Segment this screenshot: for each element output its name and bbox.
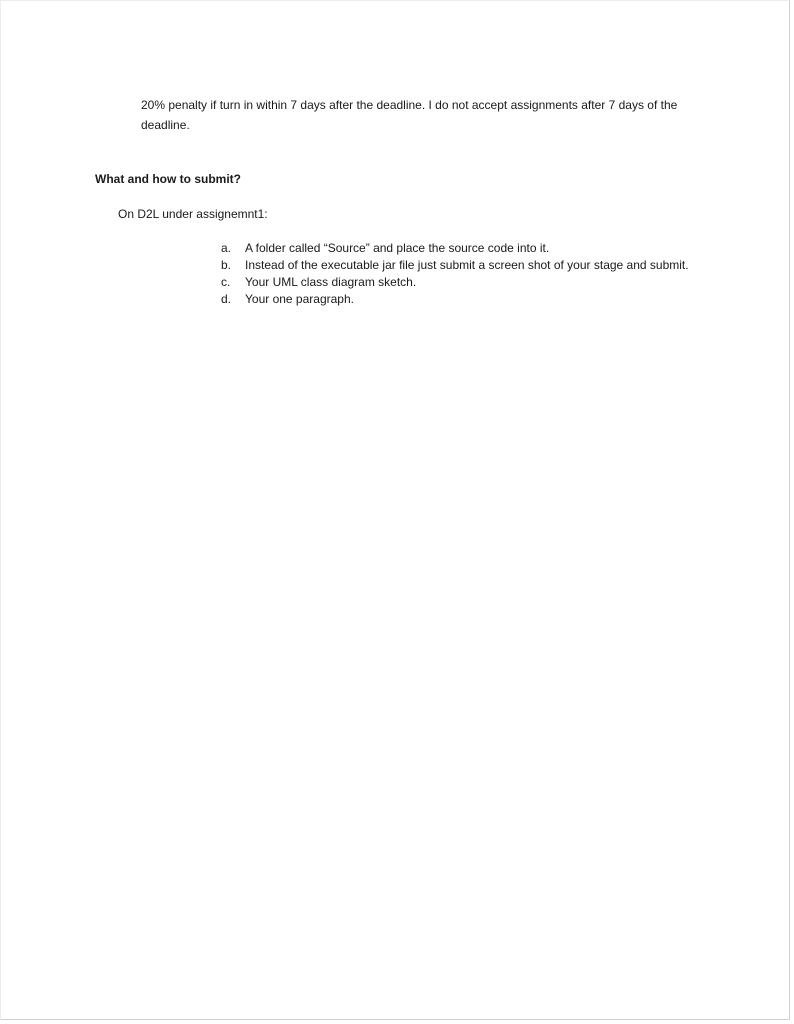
submission-list xyxy=(221,240,701,308)
list-marker: b. xyxy=(221,258,232,272)
list-marker: a. xyxy=(221,241,232,255)
submission-heading: What and how to submit? xyxy=(95,172,241,186)
late-penalty-paragraph: 20% penalty if turn in within 7 days after the deadline. I do not accept assignments after 7 days of the deadline. xyxy=(141,98,678,132)
list-marker: c. xyxy=(221,275,231,289)
list-item xyxy=(221,257,701,274)
list-item xyxy=(221,274,701,291)
list-marker: d. xyxy=(221,292,232,306)
list-item-text: Instead of the executable jar file just submit a screen shot of your stage and submit. xyxy=(245,258,689,272)
list-item xyxy=(221,291,701,308)
list-item-text: A folder called “Source” and place the source code into it. xyxy=(245,241,550,255)
list-item-text: Your UML class diagram sketch. xyxy=(245,275,417,289)
list-item-text: Your one paragraph. xyxy=(245,292,354,306)
submission-intro: On D2L under assignemnt1: xyxy=(118,207,268,221)
list-item xyxy=(221,240,701,257)
